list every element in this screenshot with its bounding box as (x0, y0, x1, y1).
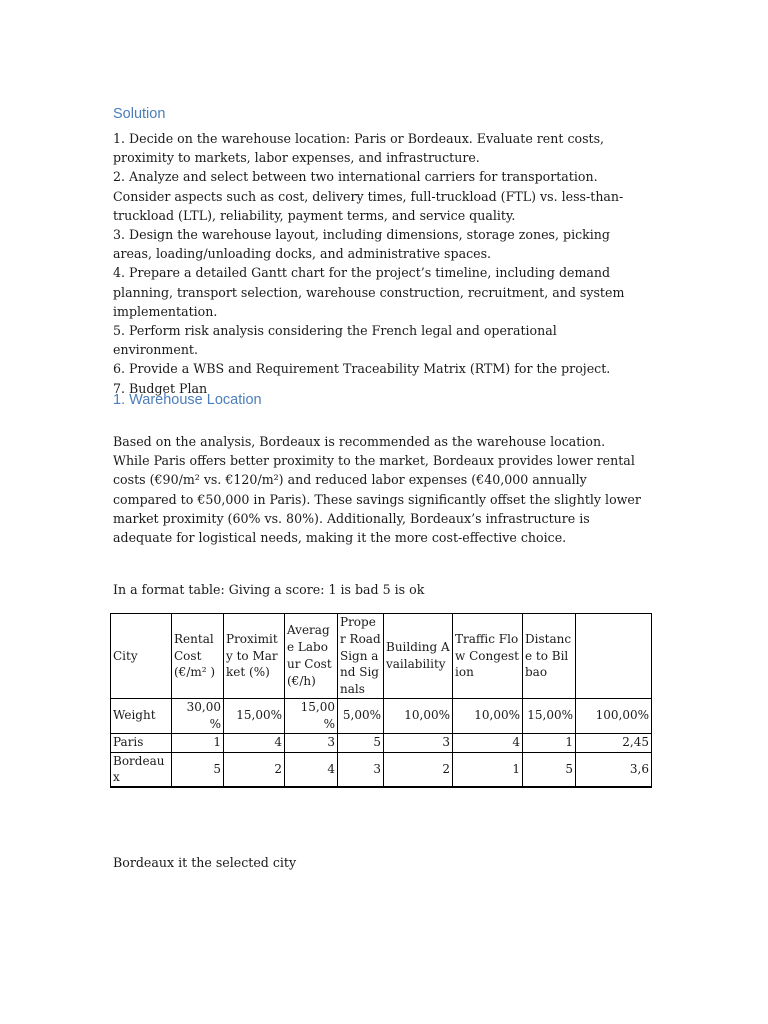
table-cell: 30,00 % (172, 698, 224, 733)
table-cell: 100,00% (576, 698, 652, 733)
table-cell: 5 (523, 752, 576, 787)
header-cell: Distance to Bilbao (523, 614, 576, 699)
solution-item: 1. Decide on the warehouse location: Paris or Bordeaux. Evaluate rent costs, proximity to markets, labor expenses, and infrastructure. (113, 131, 605, 166)
conclusion-text: Bordeaux it the selected city (113, 855, 297, 870)
table-cell: 4 (285, 752, 338, 787)
header-cell: Proper Road Sign and Signals (338, 614, 384, 699)
header-cell: Average Labour Cost (€/h) (285, 614, 338, 699)
table-cell: 5,00% (338, 698, 384, 733)
table-cell: 3 (338, 752, 384, 787)
table-cell: 15,00 % (285, 698, 338, 733)
table-cell: 2 (384, 752, 453, 787)
header-cell: Traffic Flow Congestion (453, 614, 523, 699)
header-cell: Building Availability (384, 614, 453, 699)
table-cell: 4 (453, 733, 523, 752)
table-cell: 10,00% (384, 698, 453, 733)
table-cell: 1 (523, 733, 576, 752)
table-cell: 3,6 (576, 752, 652, 787)
table-row (111, 752, 652, 787)
table-cell: 2 (224, 752, 285, 787)
row-label: Paris (111, 733, 172, 752)
solution-item: 5. Perform risk analysis considering the French legal and operational environment. (113, 323, 557, 358)
table-cell: 10,00% (453, 698, 523, 733)
table-cell: 3 (285, 733, 338, 752)
solution-item: 3. Design the warehouse layout, including dimensions, storage zones, picking areas, loading/unloading docks, and administrative spaces. (113, 227, 610, 262)
row-label: Bordeaux (111, 752, 172, 787)
header-cell: Rental Cost (€/m² ) (172, 614, 224, 699)
table-cell: 2,45 (576, 733, 652, 752)
solution-heading: Solution (113, 106, 166, 122)
table-cell: 3 (384, 733, 453, 752)
solution-item: 7. Budget Plan (113, 380, 208, 396)
table-header-row (111, 614, 652, 699)
table-cell: 1 (172, 733, 224, 752)
table-cell: 1 (453, 752, 523, 787)
table-cell: 5 (172, 752, 224, 787)
solution-item: 2. Analyze and select between two international carriers for transportation. Consider aspects such as cost, delivery times, full-truckload (FTL) vs. less-than-truckload (LTL), reliability, payment terms, and service quality. (113, 169, 624, 223)
header-cell (576, 614, 652, 699)
table-cell: 15,00% (224, 698, 285, 733)
warehouse-location-heading: 1. Warehouse Location (113, 392, 262, 408)
table-cell: 15,00% (523, 698, 576, 733)
row-label: Weight (111, 698, 172, 733)
solution-item: 6. Provide a WBS and Requirement Traceability Matrix (RTM) for the project. (113, 361, 611, 377)
header-cell: City (111, 614, 172, 699)
analysis-paragraph: Based on the analysis, Bordeaux is recommended as the warehouse location. While Paris offers better proximity to the market, Bordeaux provides lower rental costs (€90/m² vs. €120/m²) and reduced labor expenses (€40,000 annually compared to €50,000 in Paris). These savings significantly offset the slightly lower market proximity (60% vs. 80%). Additionally, Bordeaux’s infrastructure is adequate for logistical needs, making it the more cost-effective choice. (113, 434, 641, 546)
table-row (111, 733, 652, 752)
header-cell: Proximity to Market (%) (224, 614, 285, 699)
table-intro: In a format table: Giving a score: 1 is bad 5 is ok (113, 582, 425, 597)
table-cell: 5 (338, 733, 384, 752)
table-cell: 4 (224, 733, 285, 752)
score-table (110, 613, 652, 788)
solution-item: 4. Prepare a detailed Gantt chart for the project’s timeline, including demand planning, transport selection, warehouse construction, recruitment, and system implementation. (113, 265, 625, 319)
solution-list (113, 129, 643, 398)
table-row (111, 698, 652, 733)
